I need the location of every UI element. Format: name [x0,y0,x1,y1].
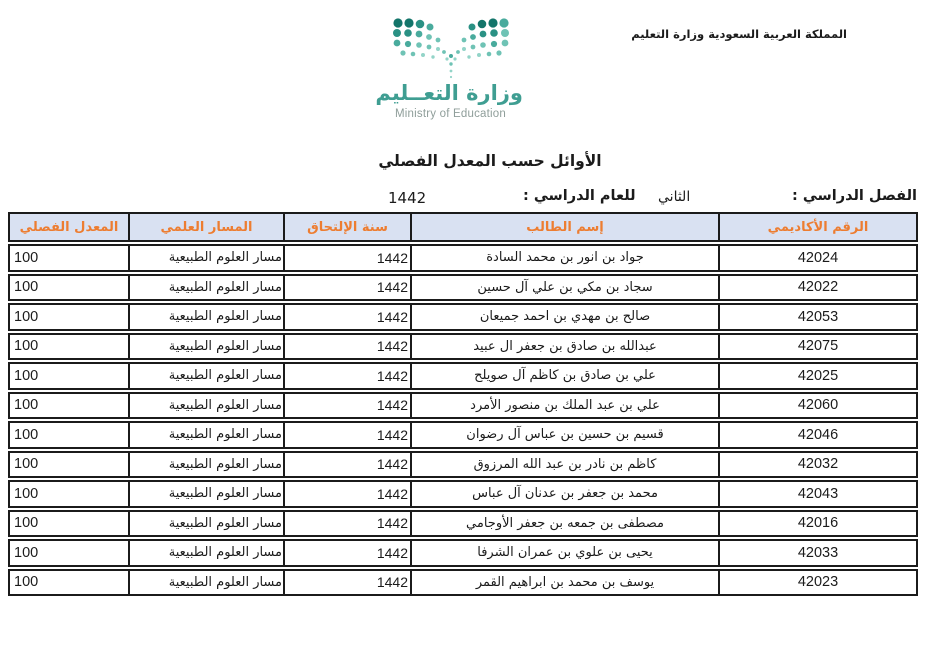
cell-track: مسار العلوم الطبيعية [128,482,283,506]
cell-name: مصطفى بن جمعه بن جعفر الأوجامي [410,512,718,536]
cell-number: 42060 [718,394,916,418]
cell-number: 42025 [718,364,916,388]
table-header-row [8,212,918,242]
cell-gpa: 100 [14,515,39,532]
cell-number: 42016 [718,512,916,536]
header-cell-enrollment-year: سنة الإلتحاق [283,214,410,240]
table-row [8,451,918,479]
cell-year: 1442 [283,335,410,359]
cell-track: مسار العلوم الطبيعية [128,541,283,565]
cell-gpa: 100 [14,485,39,502]
cell-name: علي بن عبد الملك بن منصور الأمرد [410,394,718,418]
cell-year: 1442 [283,423,410,447]
cell-gpa: 100 [14,397,39,414]
cell-year: 1442 [283,571,410,595]
cell-year: 1442 [283,512,410,536]
cell-track: مسار العلوم الطبيعية [128,364,283,388]
cell-number: 42022 [718,276,916,300]
academic-year-label: للعام الدراسي : [523,188,636,204]
cell-year: 1442 [283,246,410,270]
cell-number: 42032 [718,453,916,477]
cell-track: مسار العلوم الطبيعية [128,423,283,447]
cell-number: 42024 [718,246,916,270]
results-table [8,212,918,598]
page-title: الأوائل حسب المعدل الفصلي [378,152,602,170]
semester-label: الفصل الدراسي : [791,188,917,204]
cell-year: 1442 [283,394,410,418]
table-row [8,569,918,597]
table-body [8,244,918,596]
cell-track: مسار العلوم الطبيعية [128,571,283,595]
cell-year: 1442 [283,364,410,388]
cell-gpa: 100 [14,249,39,266]
table-row [8,510,918,538]
cell-number: 42046 [718,423,916,447]
header-cell-student-name: إسم الطالب [410,214,718,240]
logo-wordmark-english: Ministry of Education [395,108,506,121]
cell-name: جواد بن انور بن محمد السادة [410,246,718,270]
table-row [8,303,918,331]
table-row [8,362,918,390]
table-row [8,539,918,567]
cell-track: مسار العلوم الطبيعية [128,512,283,536]
table-row [8,274,918,302]
cell-number: 42053 [718,305,916,329]
cell-number: 42043 [718,482,916,506]
cell-name: محمد بن جعفر بن عدنان آل عباس [410,482,718,506]
cell-track: مسار العلوم الطبيعية [128,394,283,418]
table-row [8,421,918,449]
table-row [8,244,918,272]
cell-gpa: 100 [14,279,39,296]
cell-number: 42075 [718,335,916,359]
cell-gpa: 100 [14,338,39,355]
logo-wordmark-arabic: وزارة التعــليم [375,81,523,105]
cell-name: صالح بن مهدي بن احمد جميعان [410,305,718,329]
academic-year-value: 1442 [388,189,427,207]
table-row [8,480,918,508]
kingdom-header-text: المملكة العربية السعودية وزارة التعليم [631,27,847,41]
ministry-logo-dots-icon [389,16,513,80]
cell-gpa: 100 [14,544,39,561]
table-row [8,392,918,420]
cell-gpa: 100 [14,456,39,473]
cell-year: 1442 [283,482,410,506]
header-cell-academic-number: الرقم الأكاديمي [718,214,916,240]
cell-name: يوسف بن محمد بن ابراهيم القمر [410,571,718,595]
cell-name: عبدالله بن صادق بن جعفر ال عبيد [410,335,718,359]
cell-name: سجاد بن مكي بن علي آل حسين [410,276,718,300]
cell-year: 1442 [283,276,410,300]
header-cell-semester-gpa: المعدل الفصلي [19,219,119,235]
cell-track: مسار العلوم الطبيعية [128,453,283,477]
cell-gpa: 100 [14,574,39,591]
ministry-logo [375,16,523,121]
cell-gpa: 100 [14,367,39,384]
cell-track: مسار العلوم الطبيعية [128,305,283,329]
table-row [8,333,918,361]
cell-gpa: 100 [14,426,39,443]
cell-year: 1442 [283,305,410,329]
cell-name: علي بن صادق بن كاظم آل صويلح [410,364,718,388]
cell-name: كاظم بن نادر بن عبد الله المرزوق [410,453,718,477]
cell-track: مسار العلوم الطبيعية [128,246,283,270]
header-cell-track: المسار العلمي [128,214,283,240]
cell-track: مسار العلوم الطبيعية [128,276,283,300]
semester-value: الثاني [658,189,691,205]
cell-name: يحيى بن علوي بن عمران الشرفا [410,541,718,565]
cell-track: مسار العلوم الطبيعية [128,335,283,359]
cell-name: قسيم بن حسين بن عباس آل رضوان [410,423,718,447]
cell-year: 1442 [283,453,410,477]
cell-gpa: 100 [14,308,39,325]
cell-number: 42023 [718,571,916,595]
cell-number: 42033 [718,541,916,565]
cell-year: 1442 [283,541,410,565]
